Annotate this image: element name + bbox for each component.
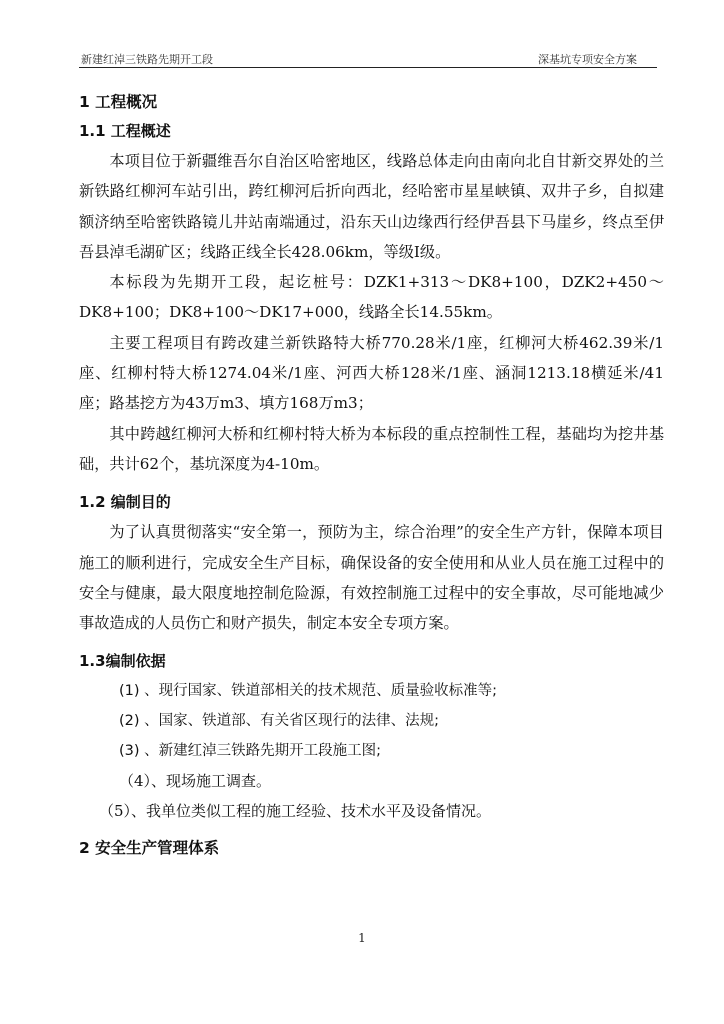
section-1-1-paragraph-2: 本标段为先期开工段，起讫桩号：DZK1+313～DK8+100，DZK2+450～DK8+100；DK8+100～DK17+000，线路全长14.55km。 — [79, 273, 664, 322]
section-1-1-paragraph-3: 主要工程项目有跨改建兰新铁路特大桥770.28米/1座，红柳河大桥462.39米/1座、红柳村特大桥1274.04米/1座、河西大桥128米/1座、涵洞1213.18横延米/41座；路基挖方为43万m3、填方168万m3； — [79, 333, 664, 413]
basis-list-item: （5）、我单位类似工程的施工经验、技术水平及设备情况。 — [99, 802, 492, 821]
basis-list-item: (1) 、现行国家、铁道部相关的技术规范、质量验收标准等; — [119, 683, 498, 700]
section-1-1-title: 1.1 工程概述 — [79, 122, 171, 140]
header-project-name: 新建红淖三铁路先期开工段 — [81, 53, 213, 66]
section-1-3-title: 1.3编制依据 — [79, 652, 166, 671]
basis-list-item: (2) 、国家、铁道部、有关省区现行的法律、法规; — [119, 713, 440, 730]
page-number: 1 — [358, 931, 366, 945]
section-1-title: 1 工程概况 — [79, 93, 158, 111]
section-2-title: 2 安全生产管理体系 — [79, 839, 220, 858]
section-1-1-paragraph-4: 其中跨越红柳河大桥和红柳村特大桥为本标段的重点控制性工程，基础均为挖井基础，共计62个，基坑深度为4-10m。 — [79, 424, 664, 473]
section-1-2-paragraph-1: 为了认真贯彻落实“安全第一，预防为主，综合治理”的安全生产方针，保障本项目施工的顺利进行，完成安全生产目标，确保设备的安全使用和从业人员在施工过程中的安全与健康，最大限度地控制危险源，有效控制施工过程中的安全事故，尽可能地减少事故造成的人员伤亡和财产损失，制定本安全专项方案。 — [79, 523, 664, 633]
basis-list-item: （4）、现场施工调查。 — [119, 772, 272, 791]
section-1-2-title: 1.2 编制目的 — [79, 493, 171, 512]
basis-list-item: (3) 、新建红淖三铁路先期开工段施工图; — [119, 743, 382, 760]
page-header — [79, 49, 657, 68]
document-body — [79, 88, 664, 862]
header-document-title: 深基坑专项安全方案 — [538, 53, 637, 66]
section-1-1-paragraph-1: 本项目位于新疆维吾尔自治区哈密地区，线路总体走向由南向北自甘新交界处的兰新铁路红柳河车站引出，跨红柳河后折向西北，经哈密市星星峡镇、双井子乡，自拟建额济纳至哈密铁路镜儿井站南端通过，沿东天山边缘西行经伊吾县下马崖乡，终点至伊吾县淖毛湖矿区；线路正线全长428.06km，等级Ⅰ级。 — [79, 152, 664, 261]
